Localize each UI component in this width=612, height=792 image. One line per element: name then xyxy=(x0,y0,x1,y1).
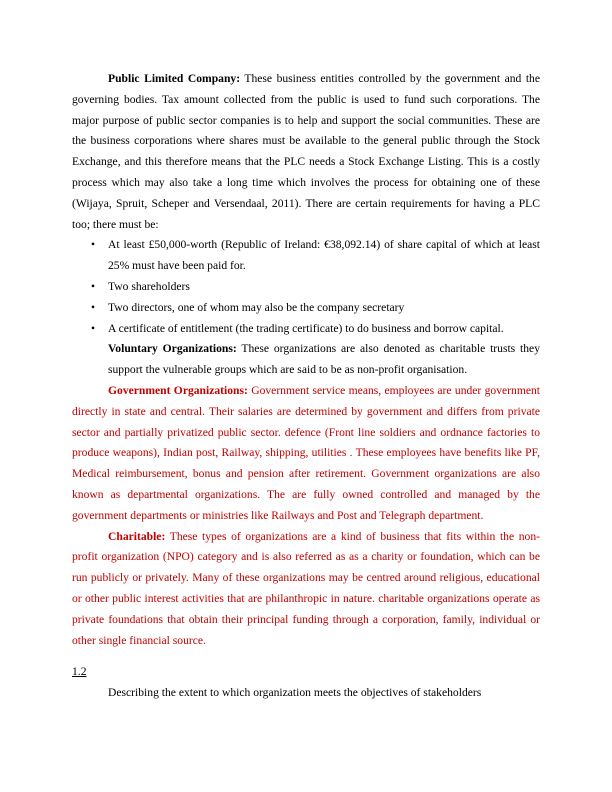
plc-paragraph xyxy=(72,69,540,235)
plc-heading: Public Limited Company: xyxy=(108,72,241,85)
list-item xyxy=(91,319,540,340)
list-item-text: Two directors, one of whom may also be the company secretary xyxy=(108,300,405,314)
voluntary-text: These organizations are also denoted as charitable trusts they support the vulnerable groups which are said to be as non-profit organisation. xyxy=(108,342,540,377)
section-title: Describing the extent to which organization meets the objectives of stakeholders xyxy=(108,686,482,700)
list-item xyxy=(91,298,540,319)
charitable-heading: Charitable: xyxy=(108,529,166,543)
bullet-icon: • xyxy=(91,279,96,293)
government-paragraph xyxy=(72,381,540,527)
list-item xyxy=(91,277,540,298)
bullet-icon: • xyxy=(91,300,96,314)
list-item-text: Two shareholders xyxy=(108,279,190,293)
bullet-icon: • xyxy=(91,238,96,252)
plc-text: These business entities controlled by the government and the governing bodies. Tax amount collected from the public is used to fund such corporations. The major purpose of public sector companies is to help and support the social communities. These are the business corporations where shares must be available to the general public through the Stock Exchange, and this therefore means that the PLC needs a Stock Exchange Listing. This is a costly process which may also take a long time which involves the process for obtaining one of these (Wijaya, Spruit, Scheper and Versendaal, 2011). There are certain requirements for having a PLC too; there must be: xyxy=(72,72,540,231)
list-item xyxy=(91,235,540,277)
section-number: 1.2 xyxy=(72,665,87,679)
list-item-text: A certificate of entitlement (the trading certificate) to do business and borrow capital. xyxy=(108,321,504,335)
government-heading: Government Organizations: xyxy=(108,383,248,397)
charitable-text: These types of organizations are a kind of business that fits within the non-profit organization (NPO) category and is also referred as as a charity or foundation, which can be run publicly or privately. Many of these organizations may be centred around religious, educational or other public interest activities that are philanthropic in nature. charitable organizations operate as private foundations that obtain their principal funding through a corporation, family, individual or other single financial source. xyxy=(72,529,540,647)
voluntary-paragraph xyxy=(72,339,540,381)
plc-requirements-list xyxy=(72,235,540,339)
bullet-icon: • xyxy=(91,321,96,335)
voluntary-heading: Voluntary Organizations: xyxy=(108,342,237,356)
government-text: Government service means, employees are under government directly in state and central. Their salaries are determined by government and differs from private sector and partially privatized public sector. defence (Front line soldiers and ordnance factories to produce weapons), Indian post, Railway, shipping, utilities . These employees have benefits like PF, Medical reimbursement, bonus and pension after retirement. Government organizations are also known as departmental organizations. The are fully owned controlled and managed by the government departments or ministries like Railways and Post and Telegraph department. xyxy=(72,383,541,522)
list-item-text: At least £50,000-worth (Republic of Ireland: €38,092.14) of share capital of which at least 25% must have been paid for. xyxy=(108,238,540,273)
charitable-paragraph xyxy=(72,527,540,652)
